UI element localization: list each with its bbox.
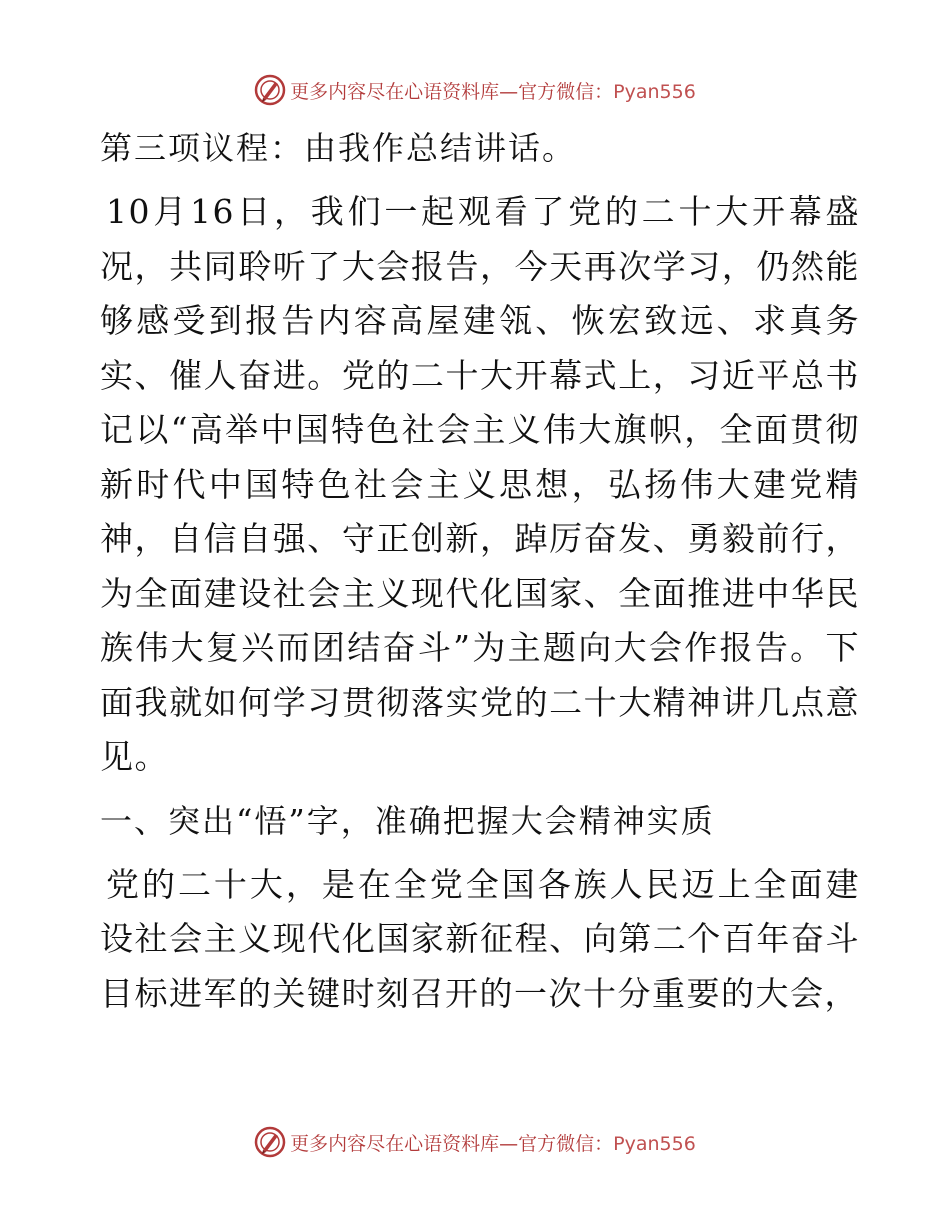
paragraph: 党的二十大，是在全党全国各族人民迈上全面建设社会主义现代化国家新征程、向第二个百年奋斗目标进军的关键时刻召开的一次十分重要的大会， [100,864,860,1013]
watermark-text: 更多内容尽在心语资料库—官方微信：Pyan556 [290,80,696,103]
section-title: 一、突出“悟”字，准确把握大会精神实质 [100,801,715,840]
pen-logo-icon [254,1126,286,1158]
watermark-text: 更多内容尽在心语资料库—官方微信：Pyan556 [290,1132,696,1155]
pen-logo-icon [254,74,286,106]
paragraph: 10月16日，我们一起观看了党的二十大开幕盛况，共同聆听了大会报告，今天再次学习，仍然能够感受到报告内容高屋建瓴、恢宏致远、求真务实、催人奋进。党的二十大开幕式上，习近平总书记以“高举中国特色社会主义伟大旗帜，全面贯彻新时代中国特色社会主义思想，弘扬伟大建党精神，自信自强、守正创新，踔厉奋发、勇毅前行，为全面建设社会主义现代化国家、全面推进中华民族伟大复兴而团结奋斗”为主题向大会作报告。下面我就如何学习贯彻落实党的二十大精神讲几点意见。 [100,192,860,776]
document-body [100,125,860,1034]
footer-watermark [0,1122,950,1162]
agenda-heading: 第三项议程：由我作总结讲话。 [100,129,577,167]
header-watermark [0,70,950,110]
